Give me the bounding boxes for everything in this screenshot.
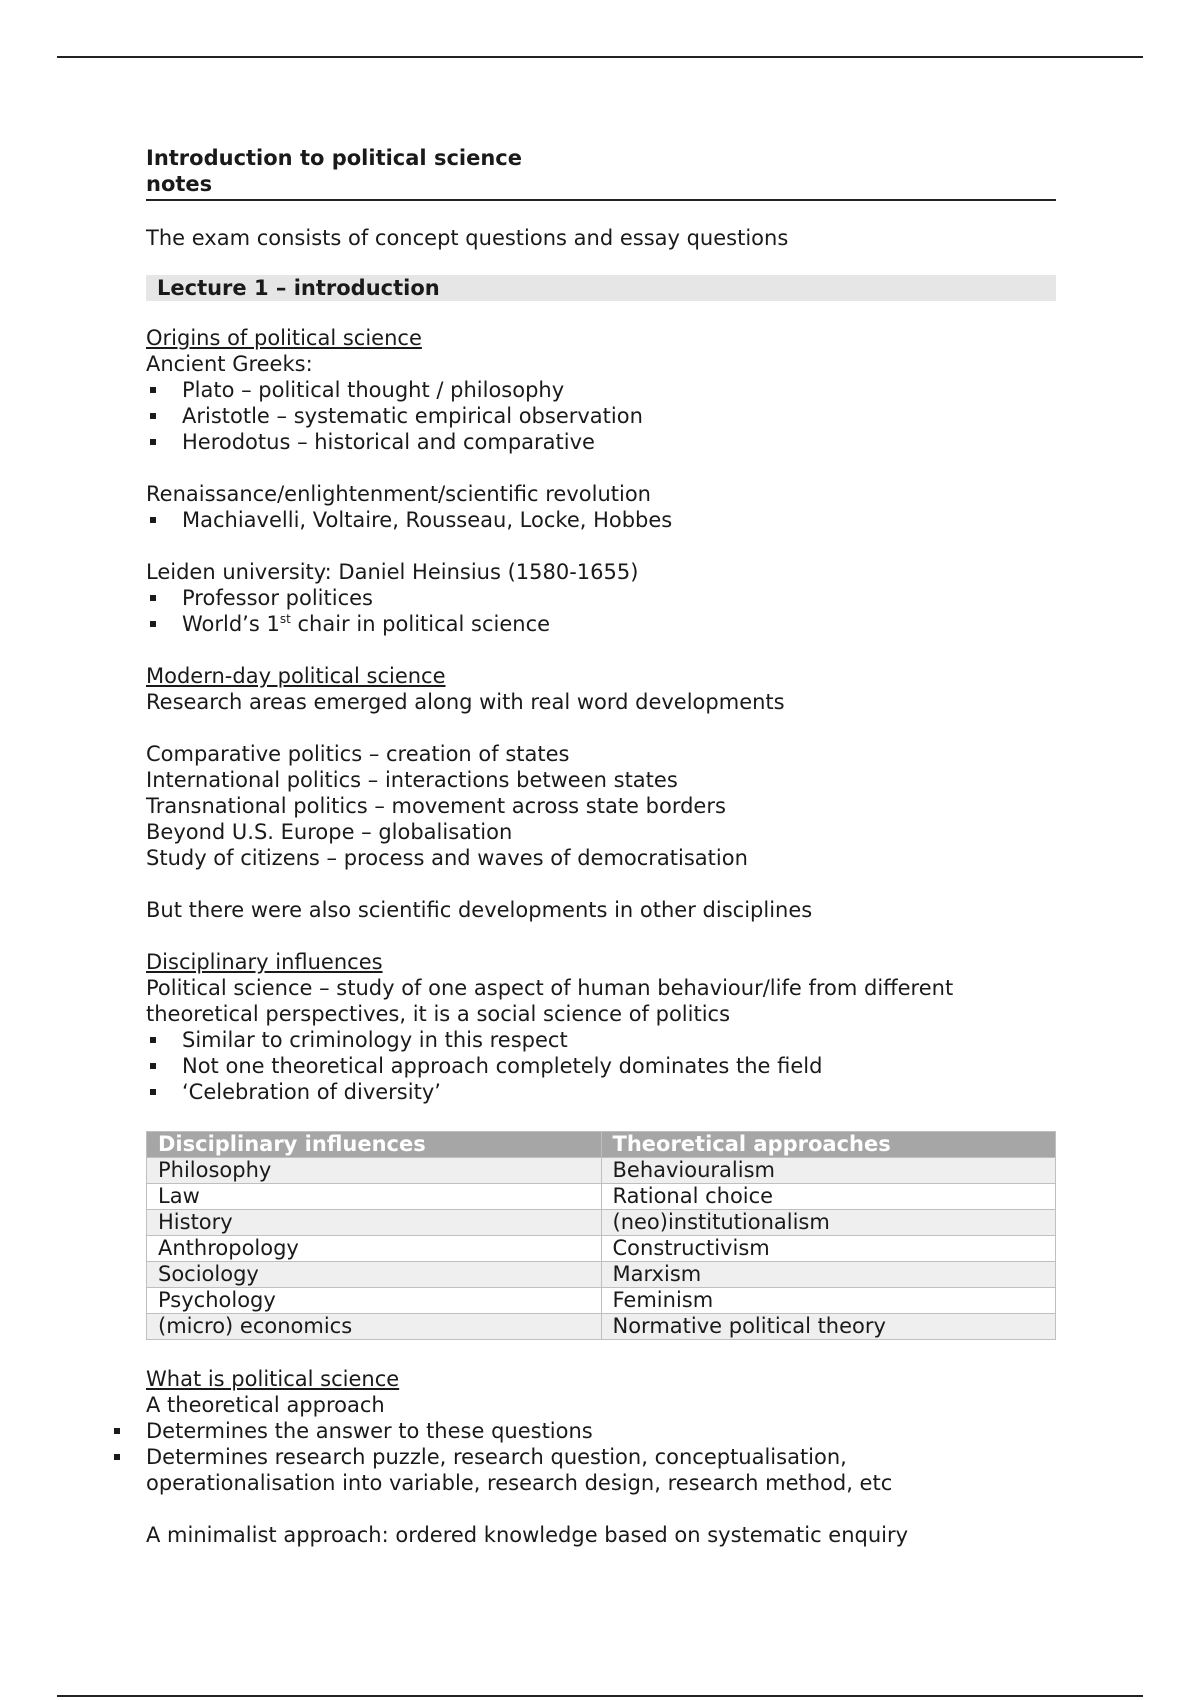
table-cell: Anthropology — [147, 1236, 602, 1262]
table-cell: History — [147, 1210, 602, 1236]
table-header: Theoretical approaches — [601, 1132, 1056, 1158]
list-item-line: operationalisation into variable, research design, research method, etc — [146, 1471, 893, 1495]
leiden-list — [146, 585, 1056, 637]
list-item: Not one theoretical approach completely dominates the field — [146, 1053, 1056, 1079]
table-cell: Rational choice — [601, 1184, 1056, 1210]
research-area: Study of citizens – process and waves of democratisation — [146, 846, 748, 870]
list-item: Similar to criminology in this respect — [146, 1027, 1056, 1053]
disciplinary-heading: Disciplinary influences — [146, 950, 383, 974]
table-cell: Normative political theory — [601, 1314, 1056, 1340]
what-is-list — [146, 1418, 1056, 1496]
leiden-item-post: chair in political science — [290, 612, 551, 636]
document-title — [146, 145, 1056, 201]
table-cell: (neo)institutionalism — [601, 1210, 1056, 1236]
disciplinary-intro-2: theoretical perspectives, it is a social science of politics — [146, 1002, 731, 1026]
table-header: Disciplinary influences — [147, 1132, 602, 1158]
table-cell: Philosophy — [147, 1158, 602, 1184]
title-line-2: notes — [146, 172, 213, 196]
list-item: ‘Celebration of diversity’ — [146, 1079, 1056, 1105]
table-row — [147, 1184, 1056, 1210]
table-cell: (micro) economics — [147, 1314, 602, 1340]
list-item: Determines the answer to these questions — [146, 1418, 1056, 1444]
minimalist-text: A minimalist approach: ordered knowledge based on systematic enquiry — [146, 1523, 909, 1547]
what-is-intro: A theoretical approach — [146, 1393, 385, 1417]
leiden-text: Leiden university: Daniel Heinsius (1580-1655) — [146, 560, 639, 584]
research-area: International politics – interactions between states — [146, 768, 678, 792]
disciplinary-list — [146, 1027, 1056, 1105]
list-item-line: Determines research puzzle, research question, conceptualisation, — [146, 1445, 847, 1469]
document-body — [146, 145, 1056, 1548]
table-row — [147, 1314, 1056, 1340]
table-cell: Marxism — [601, 1262, 1056, 1288]
origins-heading: Origins of political science — [146, 326, 422, 350]
list-item — [146, 611, 1056, 637]
table-row — [147, 1288, 1056, 1314]
table-header-row — [147, 1132, 1056, 1158]
table-row — [147, 1210, 1056, 1236]
table-cell: Behaviouralism — [601, 1158, 1056, 1184]
what-is-heading: What is political science — [146, 1367, 400, 1391]
list-item — [146, 1444, 1056, 1496]
table-cell: Law — [147, 1184, 602, 1210]
list-item: Professor politices — [146, 585, 1056, 611]
modern-heading: Modern-day political science — [146, 664, 446, 688]
research-area: Transnational politics – movement across state borders — [146, 794, 726, 818]
table-cell: Feminism — [601, 1288, 1056, 1314]
origins-intro: Ancient Greeks: — [146, 352, 313, 376]
list-item: Machiavelli, Voltaire, Rousseau, Locke, Hobbes — [146, 507, 1056, 533]
research-area: Beyond U.S. Europe – globalisation — [146, 820, 513, 844]
leiden-item-pre: World’s 1 — [182, 612, 280, 636]
exam-note: The exam consists of concept questions and essay questions — [146, 226, 789, 250]
greeks-list — [146, 377, 1056, 455]
list-item: Aristotle – systematic empirical observation — [146, 403, 1056, 429]
renaissance-list — [146, 507, 1056, 533]
table-cell: Psychology — [147, 1288, 602, 1314]
lecture-heading: Lecture 1 – introduction — [146, 275, 1056, 301]
table-row — [147, 1158, 1056, 1184]
list-item: Herodotus – historical and comparative — [146, 429, 1056, 455]
renaissance-text: Renaissance/enlightenment/scientific revolution — [146, 482, 651, 506]
research-area: Comparative politics – creation of states — [146, 742, 570, 766]
footer-rule — [57, 1695, 1143, 1697]
list-item: Plato – political thought / philosophy — [146, 377, 1056, 403]
influences-table — [146, 1131, 1056, 1340]
header-rule — [57, 56, 1143, 58]
table-row — [147, 1262, 1056, 1288]
title-line-1: Introduction to political science — [146, 146, 522, 170]
table-row — [147, 1236, 1056, 1262]
table-cell: Constructivism — [601, 1236, 1056, 1262]
disciplinary-intro-1: Political science – study of one aspect of human behaviour/life from different — [146, 976, 954, 1000]
superscript: st — [279, 612, 291, 626]
other-disciplines-text: But there were also scientific developments in other disciplines — [146, 898, 813, 922]
table-cell: Sociology — [147, 1262, 602, 1288]
modern-intro: Research areas emerged along with real word developments — [146, 690, 785, 714]
